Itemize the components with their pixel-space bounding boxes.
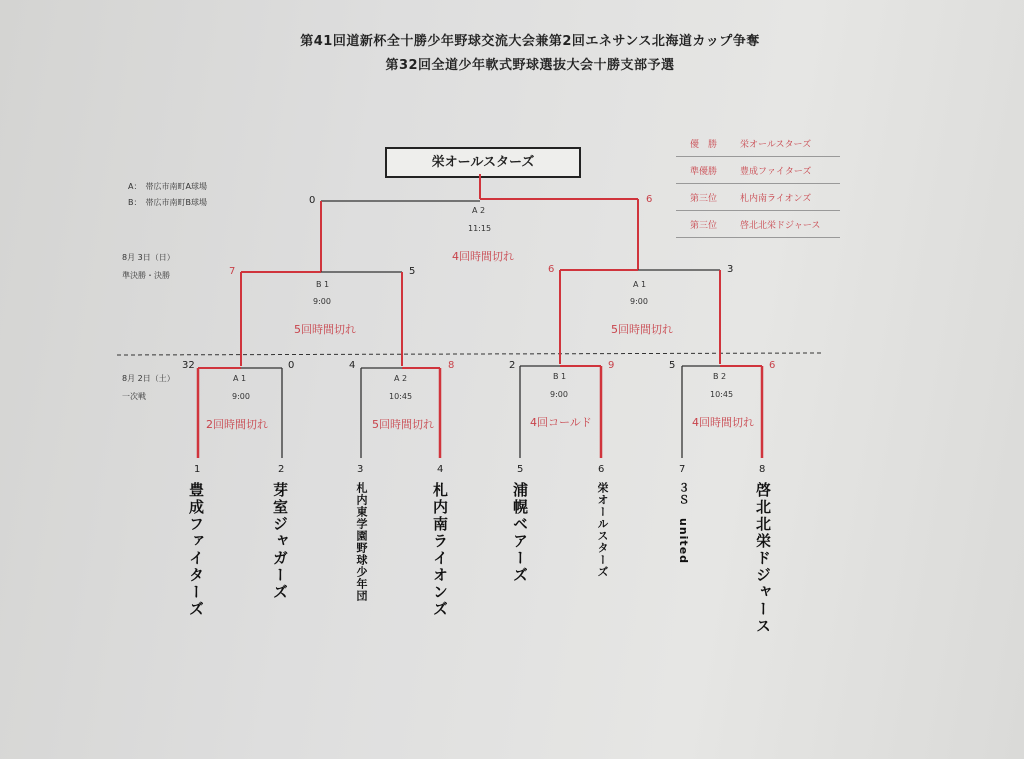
semi1-score-left: 7 (229, 266, 236, 277)
champion-box: 栄オールスターズ (385, 147, 581, 178)
semi1-note: 5回時間切れ (294, 323, 356, 336)
r1g4-score-right: 6 (769, 360, 776, 371)
semi2-venue: A 1 (633, 280, 647, 289)
r1g4-note: 4回時間切れ (692, 416, 754, 429)
r1g4-venue: B 2 (713, 372, 727, 381)
semi1-score-right: 5 (409, 266, 416, 277)
team-name: 啓北北栄ドジャース (754, 482, 772, 635)
day2-date: 8月 3日（日） (122, 253, 175, 262)
r1g3-note: 4回コールド (530, 416, 592, 429)
r1g1-venue: A 1 (233, 374, 247, 383)
title-line-1: 第41回道新杯全十勝少年野球交流大会兼第2回エネサンス北海道カップ争奪 (300, 34, 760, 49)
semi1-time: 9:00 (313, 297, 331, 306)
r1g2-note: 5回時間切れ (372, 418, 434, 431)
result-rank: 準優勝 (690, 167, 718, 177)
team-name: 浦幌ベアーズ (511, 482, 529, 584)
team-number: 2 (278, 464, 285, 475)
r1g1-time: 9:00 (232, 392, 250, 401)
team-name: 芽室ジャガーズ (271, 482, 289, 601)
team-number: 1 (194, 464, 201, 475)
title-line-2: 第32回全道少年軟式野球選抜大会十勝支部予選 (385, 58, 675, 73)
day-divider (117, 353, 822, 355)
r1g3-time: 9:00 (550, 390, 568, 399)
result-team: 豊成ファイターズ (740, 167, 812, 177)
semi2-time: 9:00 (630, 297, 648, 306)
day2-round: 準決勝・決勝 (122, 271, 170, 280)
result-team: 啓北北栄ドジャース (740, 221, 821, 231)
team-number: 7 (679, 464, 686, 475)
result-rank: 第三位 (690, 221, 718, 231)
team-number: 8 (759, 464, 766, 475)
r1g4-time: 10:45 (710, 390, 734, 399)
semi1-venue: B 1 (316, 280, 330, 289)
team-name: 札内東学園野球少年団 (355, 482, 368, 602)
day1-round: 一次戦 (122, 392, 146, 401)
day1-date: 8月 2日（土） (122, 374, 175, 383)
result-rank: 第三位 (690, 194, 718, 204)
r1g3-score-right: 9 (608, 360, 615, 371)
final-note: 4回時間切れ (452, 250, 514, 263)
final-score-left: 0 (309, 195, 316, 206)
r1g1-score-left: 32 (182, 360, 195, 371)
result-team: 札内南ライオンズ (740, 194, 812, 204)
team-number: 3 (357, 464, 364, 475)
r1g2-time: 10:45 (389, 392, 413, 401)
r1g3-score-left: 2 (509, 360, 516, 371)
team-name: 札内南ライオンズ (431, 482, 449, 618)
team-number: 5 (517, 464, 524, 475)
team-name: ３Ｓ united (677, 482, 690, 565)
result-rank: 優 勝 (690, 140, 718, 150)
final-time: 11:15 (468, 224, 492, 233)
r1g2-score-left: 4 (349, 360, 356, 371)
r1g2-venue: A 2 (394, 374, 408, 383)
final-score-right: 6 (646, 194, 653, 205)
r1g1-note: 2回時間切れ (206, 418, 268, 431)
r1g2-score-right: 8 (448, 360, 455, 371)
team-name: 栄オールスターズ (596, 482, 609, 578)
team-name: 豊成ファイターズ (187, 482, 205, 618)
r1g4-score-left: 5 (669, 360, 676, 371)
semi2-score-right: 3 (727, 264, 734, 275)
r1g3-venue: B 1 (553, 372, 567, 381)
legend-venue-b: B： 帯広市南町B球場 (128, 198, 207, 207)
final-venue: A 2 (472, 206, 486, 215)
team-number: 4 (437, 464, 444, 475)
legend-venue-a: A： 帯広市南町A球場 (128, 182, 207, 191)
result-team: 栄オールスターズ (740, 140, 812, 150)
team-number: 6 (598, 464, 605, 475)
r1g1-score-right: 0 (288, 360, 295, 371)
semi2-note: 5回時間切れ (611, 323, 673, 336)
semi2-score-left: 6 (548, 264, 555, 275)
